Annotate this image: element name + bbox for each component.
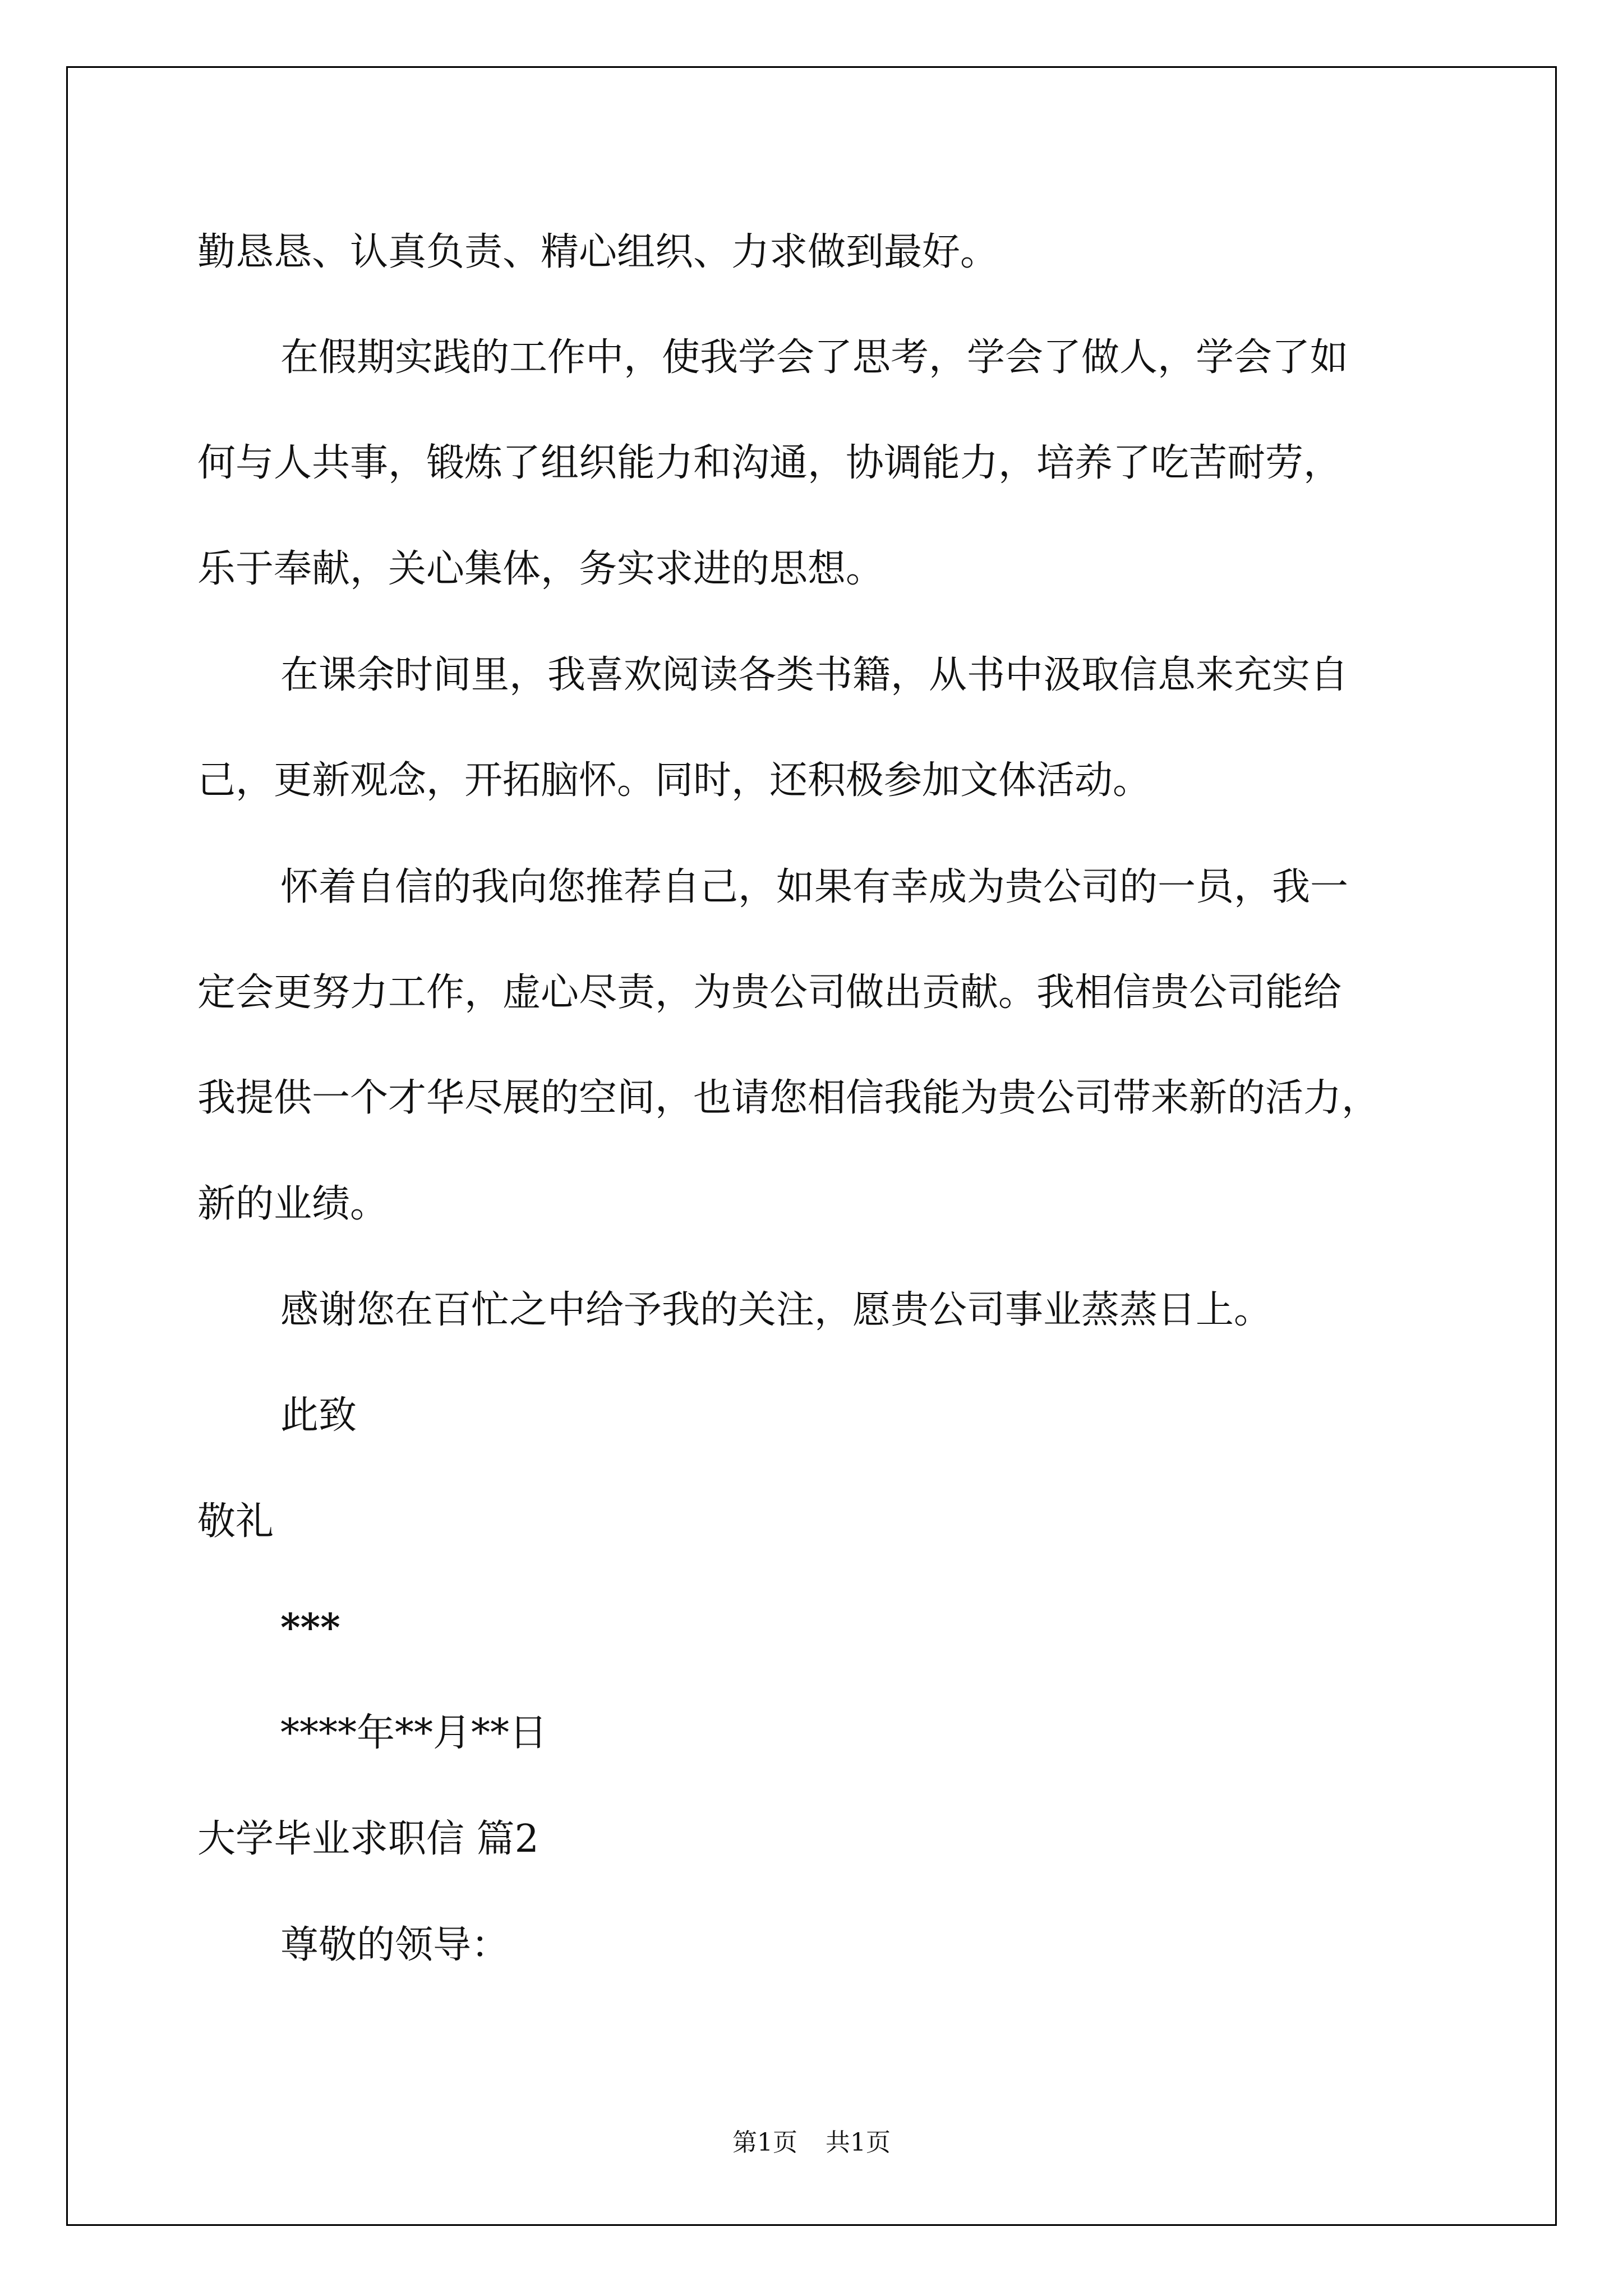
- body-line-6: 己，更新观念，开拓脑怀。同时，还积极参加文体活动。: [197, 758, 1151, 803]
- body-line-9: 我提供一个才华尽展的空间，也请您相信我能为贵公司带来新的活力，: [197, 1076, 1380, 1120]
- body-line-7: 怀着自信的我向您推荐自己，如果有幸成为贵公司的一员，我一: [280, 865, 1349, 909]
- body-line-2: 在假期实践的工作中，使我学会了思考，学会了做人，学会了如: [280, 335, 1349, 380]
- signature-name: ***: [280, 1605, 340, 1650]
- body-line-4: 乐于奉献，关心集体，务实求进的思想。: [197, 547, 884, 591]
- page-border: [66, 66, 1557, 2226]
- greeting-line: 尊敬的领导：: [280, 1923, 510, 1967]
- closing-regards: 敬礼: [197, 1499, 274, 1544]
- page-footer: [0, 2128, 1623, 2157]
- body-line-10: 新的业绩。: [197, 1182, 389, 1226]
- body-line-8: 定会更努力工作，虚心尽责，为贵公司做出贡献。我相信贵公司能给: [197, 970, 1342, 1015]
- body-line-5: 在课余时间里，我喜欢阅读各类书籍，从书中汲取信息来充实自: [280, 653, 1349, 697]
- body-line-11: 感谢您在百忙之中给予我的关注，愿贵公司事业蒸蒸日上。: [280, 1288, 1272, 1332]
- closing-salutation: 此致: [280, 1393, 357, 1438]
- page-number-current: 第1页: [732, 2128, 797, 2157]
- body-line-1: 勤恳恳、认真负责、精心组织、力求做到最好。: [197, 230, 999, 274]
- page-number-total: 共1页: [826, 2128, 891, 2157]
- signature-date: ****年**月**日: [280, 1711, 548, 1755]
- section-heading: 大学毕业求职信 篇2: [197, 1817, 539, 1861]
- body-line-3: 何与人共事，锻炼了组织能力和沟通，协调能力，培养了吃苦耐劳，: [197, 441, 1342, 485]
